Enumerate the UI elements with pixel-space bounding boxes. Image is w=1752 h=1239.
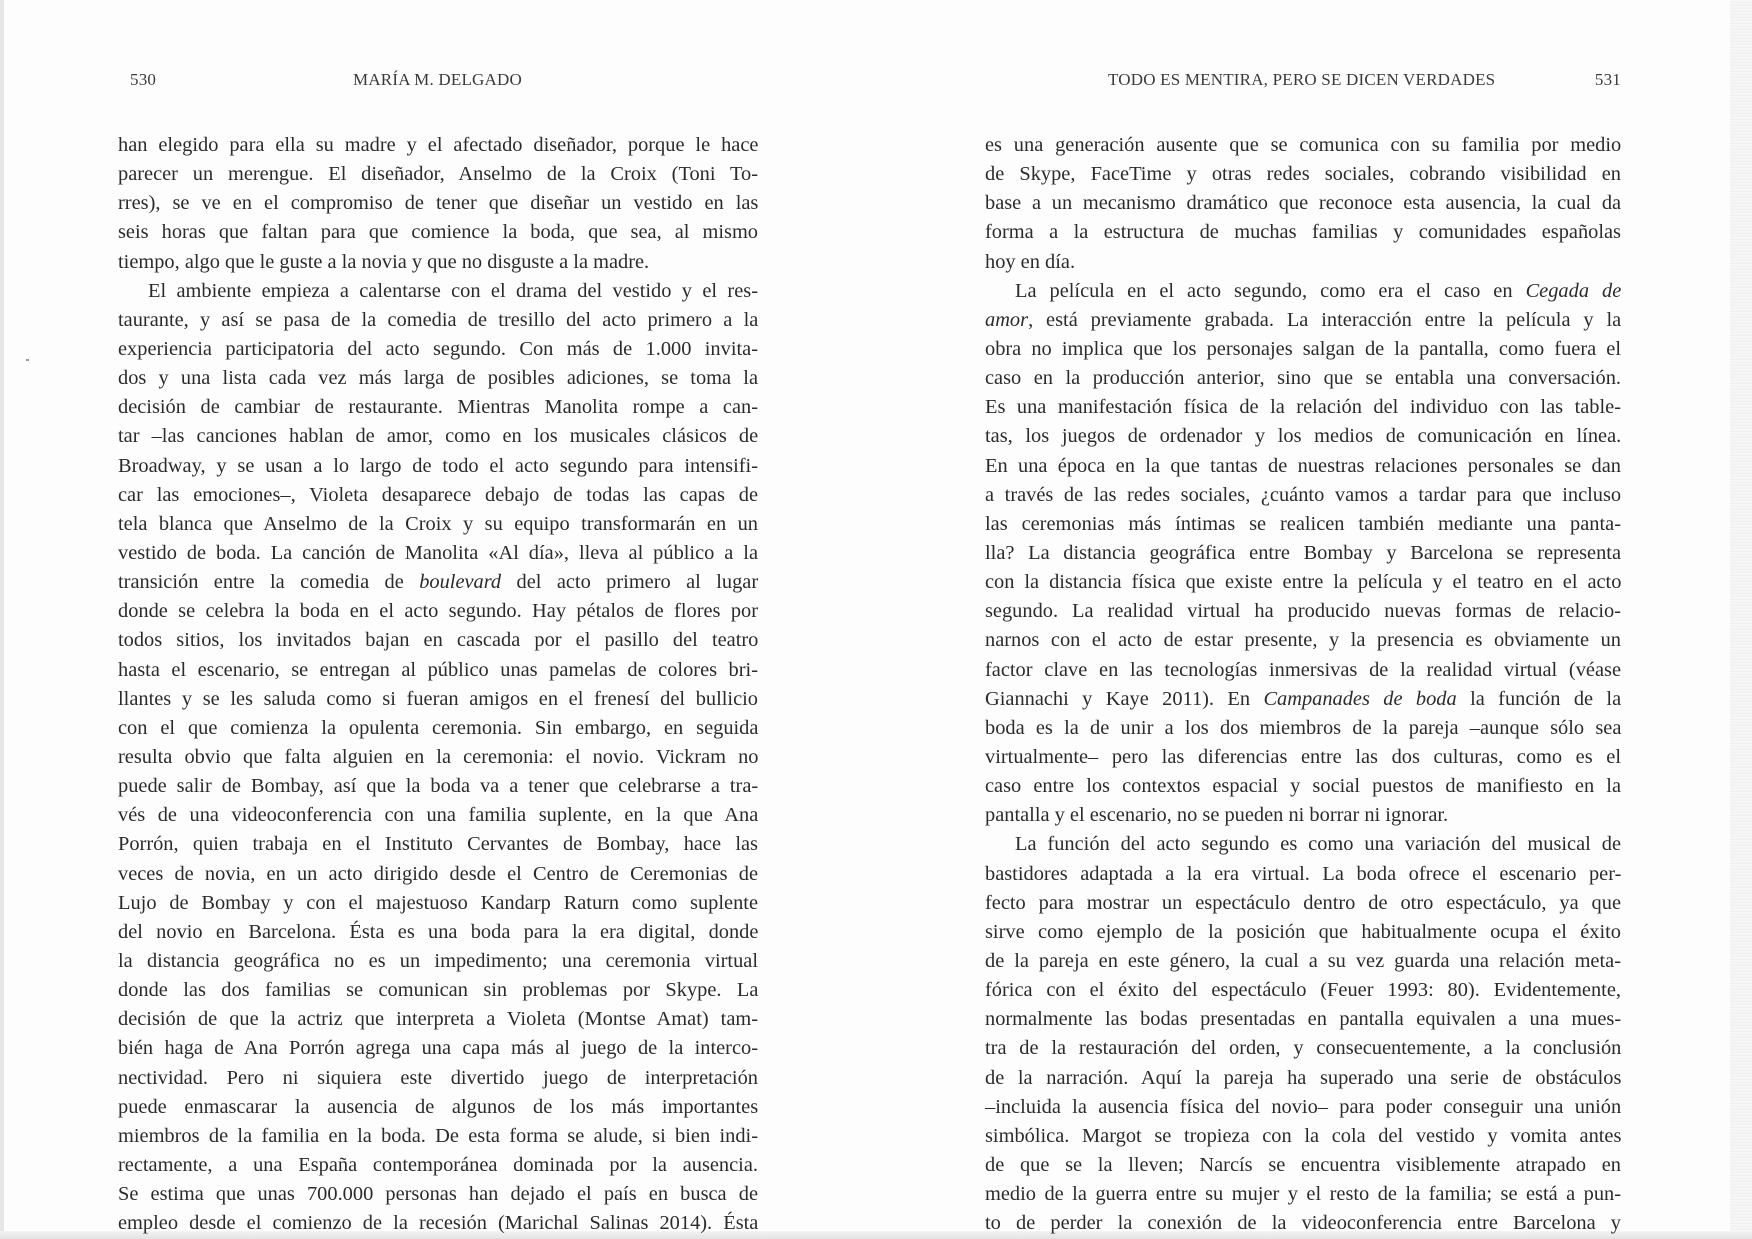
text-line: fecto para mostrar un espectáculo dentro de otro espectáculo, ya que bbox=[985, 891, 1621, 914]
text-line: Porrón, quien trabaja en el Instituto Cervantes de Bombay, hace las bbox=[118, 833, 758, 856]
text-line: Se estima que unas 700.000 personas han dejado el país en busca de bbox=[118, 1183, 758, 1206]
text-line: bién haga de Ana Porrón agrega una capa más al juego de la interco- bbox=[118, 1037, 758, 1060]
text-line: nectividad. Pero ni siquiera este divertido juego de interpretación bbox=[118, 1066, 758, 1089]
left-body-text bbox=[118, 131, 758, 1238]
text-segment: Giannachi y Kaye 2011). En bbox=[985, 687, 1264, 710]
text-line: empleo desde el comienzo de la recesión (Marichal Salinas 2014). Ésta bbox=[118, 1212, 759, 1235]
text-line: pantalla y el escenario, no se pueden ni borrar ni ignorar. bbox=[985, 804, 1449, 827]
text-line: vestido de boda. La canción de Manolita «Al día», lleva al público a la bbox=[118, 541, 758, 564]
text-line: de Skype, FaceTime y otras redes sociales, cobrando visibilidad en bbox=[985, 163, 1621, 186]
text-line: de la narración. Aquí la pareja ha superado una serie de obstáculos bbox=[985, 1066, 1622, 1089]
text-line: decisión de cambiar de restaurante. Mientras Manolita rompe a can- bbox=[118, 396, 758, 419]
text-line: car las emociones–, Violeta desaparece debajo de todas las capas de bbox=[118, 483, 758, 506]
text-segment: la función de la bbox=[1456, 687, 1622, 710]
text-line: es una generación ausente que se comunica con su familia por medio bbox=[985, 134, 1622, 156]
right-body-text bbox=[985, 131, 1621, 1238]
text-line: El ambiente empieza a calentarse con el drama del vestido y el res- bbox=[148, 279, 758, 302]
text-line: dos y una lista cada vez más larga de posibles adiciones, se toma la bbox=[118, 367, 758, 390]
text-segment: transición entre la comedia de bbox=[118, 571, 420, 594]
text-line: de la pareja en este género, la cual a su vez guarda una relación meta- bbox=[985, 949, 1621, 972]
text-line bbox=[985, 277, 1621, 306]
text-line: obra no implica que los personajes salgan de la pantalla, como fuera el bbox=[985, 337, 1621, 360]
text-line: las ceremonias más íntimas se realicen también mediante una panta- bbox=[985, 512, 1621, 535]
text-line: veces de novia, en un acto dirigido desde el Centro de Ceremonias de bbox=[118, 862, 758, 885]
left-running-head bbox=[118, 70, 758, 94]
text-line: tela blanca que Anselmo de la Croix y su equipo transformarán en un bbox=[118, 512, 758, 535]
text-line: del novio en Barcelona. Ésta es una boda para la era digital, donde bbox=[118, 920, 759, 943]
text-line: la distancia geográfica no es un impedimento; una ceremonia virtual bbox=[118, 949, 758, 972]
text-line: to de perder la conexión de la videoconferencia entre Barcelona y bbox=[985, 1212, 1621, 1235]
text-line: taurante, y así se pasa de la comedia de tresillo del acto primero a la bbox=[118, 308, 759, 331]
text-line: base a un mecanismo dramático que reconoce esta ausencia, la cual da bbox=[985, 192, 1622, 215]
author-header: MARÍA M. DELGADO bbox=[353, 70, 522, 89]
text-line: tar –las canciones hablan de amor, como en los musicales clásicos de bbox=[118, 425, 759, 448]
text-line: todos sitios, los invitados bajan en cascada por el pasillo del teatro bbox=[118, 629, 759, 652]
text-line: boda es la de unir a los dos miembros de la pareja –aunque sólo sea bbox=[985, 716, 1622, 739]
text-line: hoy en día. bbox=[985, 250, 1076, 273]
italic-title: amor bbox=[985, 308, 1029, 331]
text-line: con la distancia física que existe entre la película y el teatro en el acto bbox=[985, 571, 1622, 594]
text-segment: , está previamente grabada. La interacción entre la película y la bbox=[1028, 308, 1622, 331]
text-line: bastidores adaptada a la era virtual. La boda ofrece el escenario per- bbox=[985, 862, 1622, 885]
text-line: miembros de la familia en la boda. De esta forma se alude, si bien indi- bbox=[118, 1124, 758, 1147]
text-line bbox=[118, 568, 758, 597]
text-line: seis horas que faltan para que comience la boda, que sea, al mismo bbox=[118, 221, 758, 244]
text-line: con el que comienza la opulenta ceremonia. Sin embargo, en seguida bbox=[118, 716, 759, 739]
italic-title: boulevard bbox=[419, 571, 502, 594]
text-line: rectamente, a una España contemporánea dominada por la ausencia. bbox=[118, 1153, 758, 1176]
text-line: fórica con el éxito del espectáculo (Feuer 1993: 80). Evidentemente, bbox=[985, 979, 1621, 1002]
scan-right-page-edge bbox=[1730, 0, 1752, 1239]
text-line: Es una manifestación física de la relación del individuo con las table- bbox=[985, 396, 1621, 419]
text-line: factor clave en las tecnologías inmersivas de la realidad virtual (véase bbox=[985, 658, 1621, 681]
text-segment: del acto primero al lugar bbox=[501, 571, 759, 594]
text-line: caso en la producción anterior, sino que se entabla una conversación. bbox=[985, 367, 1621, 390]
text-line: forma a la estructura de muchas familias y comunidades españolas bbox=[985, 221, 1621, 244]
text-line: narnos con el acto de estar presente, y la presencia es obviamente un bbox=[985, 629, 1621, 652]
text-line: puede enmascarar la ausencia de algunos de los más importantes bbox=[118, 1095, 759, 1118]
text-line: donde se celebra la boda en el acto segundo. Hay pétalos de flores por bbox=[118, 600, 758, 623]
text-line: resulta obvio que falta alguien en la ceremonia: el novio. Vickram no bbox=[118, 745, 759, 768]
italic-title: Cegada de bbox=[1525, 279, 1622, 302]
text-line bbox=[985, 306, 1621, 335]
text-line: rres), se ve en el compromiso de tener que diseñar un vestido en las bbox=[118, 192, 759, 215]
text-line: a través de las redes sociales, ¿cuánto vamos a tardar para que incluso bbox=[985, 483, 1622, 506]
text-line: En una época en la que tantas de nuestras relaciones personales se dan bbox=[985, 454, 1621, 477]
text-line: de que se la lleven; Narcís se encuentra visiblemente atrapado en bbox=[985, 1153, 1621, 1176]
text-line: tiempo, algo que le guste a la novia y que no disguste a la madre. bbox=[118, 250, 650, 273]
text-line: puede salir de Bombay, así que la boda va a tener que celebrarse a tra- bbox=[118, 775, 759, 798]
text-line: vés de una videoconferencia con una familia suplente, en la que Ana bbox=[118, 804, 759, 827]
text-line: caso entre los contextos espacial y social puestos de manifiesto en la bbox=[985, 775, 1621, 798]
text-line: segundo. La realidad virtual ha producido nuevas formas de relacio- bbox=[985, 600, 1622, 623]
text-segment: La película en el acto segundo, como era el caso en bbox=[1015, 279, 1526, 302]
text-line: Broadway, y se usan a lo largo de todo el acto segundo para intensifi- bbox=[118, 454, 758, 477]
page-number: 531 bbox=[1594, 70, 1621, 89]
text-line: experiencia participatoria del acto segundo. Con más de 1.000 invita- bbox=[118, 337, 758, 360]
scan-left-edge bbox=[0, 0, 4, 1239]
text-line: llantes y se les saluda como si fueran amigos en el frenesí del bullicio bbox=[118, 687, 758, 710]
scan-speck bbox=[26, 359, 29, 361]
text-line bbox=[985, 685, 1621, 714]
text-line: parecer un merengue. El diseñador, Anselmo de la Croix (Toni To- bbox=[118, 163, 758, 186]
text-line: han elegido para ella su madre y el afectado diseñador, porque le hace bbox=[118, 134, 759, 156]
text-line: hasta el escenario, se entregan al público unas pamelas de colores bri- bbox=[118, 658, 758, 681]
text-line: donde las dos familias se comunican sin problemas por Skype. La bbox=[118, 979, 759, 1002]
text-line: sirve como ejemplo de la posición que habitualmente ocupa el éxito bbox=[985, 920, 1621, 943]
text-line: simbólica. Margot se tropieza con la cola del vestido y vomita antes bbox=[985, 1124, 1622, 1147]
text-line: virtualmente– pero las diferencias entre las dos culturas, como es el bbox=[985, 745, 1621, 768]
text-line: –incluida la ausencia física del novio– para poder conseguir una unión bbox=[985, 1095, 1622, 1118]
right-running-head bbox=[985, 70, 1621, 94]
text-line: normalmente las bodas presentadas en pantalla equivalen a una mues- bbox=[985, 1008, 1622, 1031]
text-line: lla? La distancia geográfica entre Bombay y Barcelona se representa bbox=[985, 541, 1621, 564]
text-line: medio de la guerra entre su mujer y el resto de la familia; se está a pun- bbox=[985, 1183, 1622, 1206]
text-line: decisión de que la actriz que interpreta a Violeta (Montse Amat) tam- bbox=[118, 1008, 759, 1031]
page-number: 530 bbox=[130, 70, 157, 89]
chapter-header: TODO ES MENTIRA, PERO SE DICEN VERDADES bbox=[1108, 70, 1496, 89]
text-line: tra de la restauración del orden, y consecuentemente, a la conclusión bbox=[985, 1037, 1622, 1060]
text-line: La función del acto segundo es como una variación del musical de bbox=[1015, 833, 1621, 856]
text-line: tas, los juegos de ordenador y los medios de comunicación en línea. bbox=[985, 425, 1622, 448]
text-line: Lujo de Bombay y con el majestuoso Kandarp Raturn como suplente bbox=[118, 891, 758, 914]
italic-title: Campanades de boda bbox=[1263, 687, 1457, 710]
